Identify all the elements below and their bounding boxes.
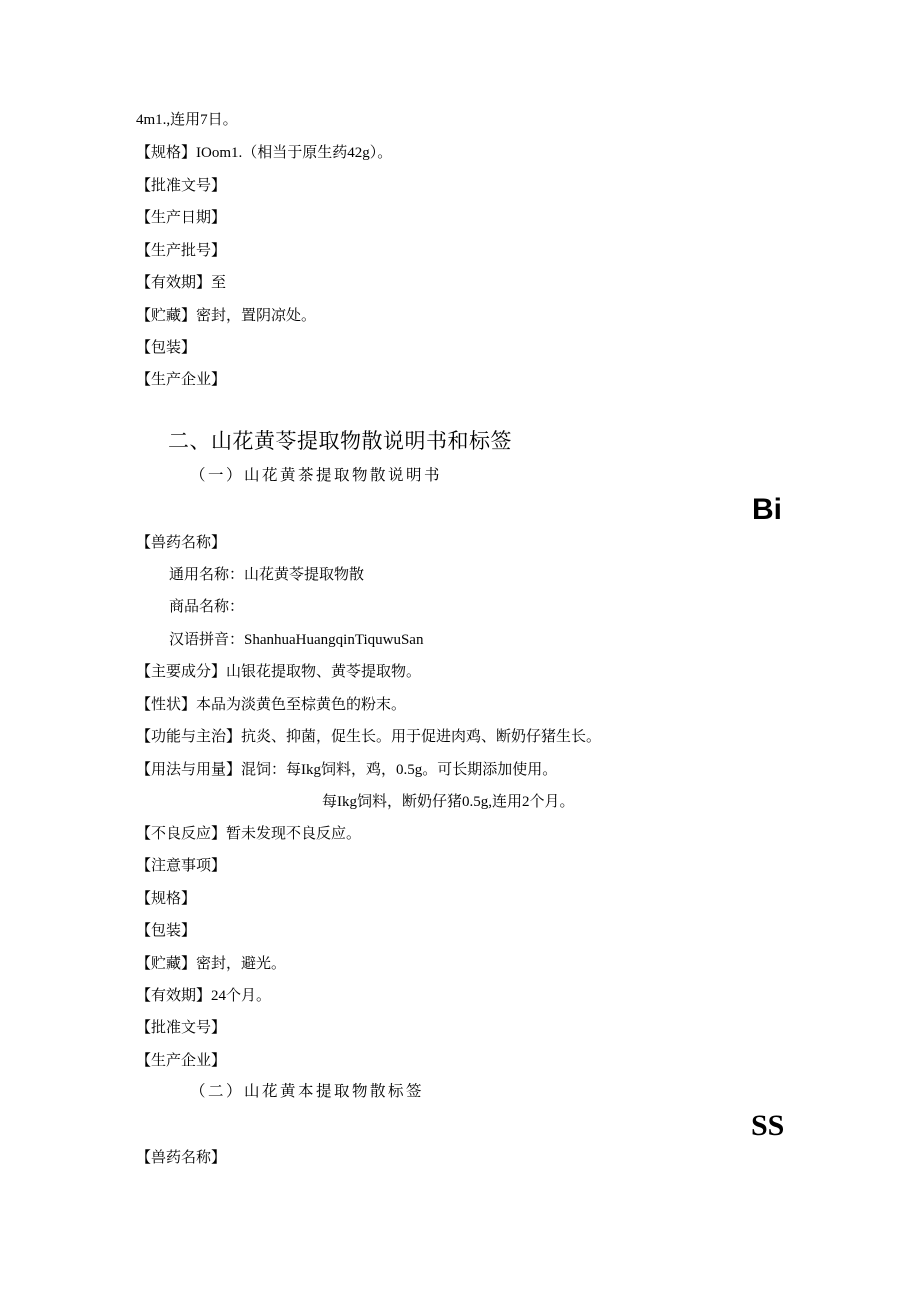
indications-field: 【功能与主治】抗炎、抑菌，促生长。用于促进肉鸡、断奶仔猪生长。	[136, 729, 602, 745]
spec-field-2: 【规格】	[136, 891, 197, 907]
stray-mark-bi: Bi	[752, 493, 782, 526]
vet-drug-name-label: 【兽药名称】	[136, 535, 227, 551]
label-subtitle: （二）山花黄本提取物散标签	[190, 1082, 425, 1100]
expiry-field: 【有效期】至	[136, 275, 227, 291]
manufacturer-field: 【生产企业】	[136, 372, 227, 388]
expiry-field-2: 【有效期】24个月。	[136, 988, 272, 1004]
main-ingredients: 【主要成分】山银花提取物、黄苓提取物。	[136, 664, 422, 680]
package-field: 【包装】	[136, 340, 197, 356]
dosage-continuation: 4m1.,连用7日。	[136, 112, 238, 128]
approval-number-field: 【批准文号】	[136, 178, 227, 194]
trade-name: 商品名称：	[169, 599, 245, 615]
usage-dosage-line-2: 每Ikg饲料，断奶仔猪0.5g,连用2个月。	[322, 794, 575, 810]
storage-field: 【贮藏】密封，置阴凉处。	[136, 308, 317, 324]
storage-field-2: 【贮藏】密封，避光。	[136, 956, 287, 972]
adverse-reactions: 【不良反应】暂未发现不良反应。	[136, 826, 362, 842]
precautions-field: 【注意事项】	[136, 858, 227, 874]
leaflet-subtitle: （一）山花黄茶提取物散说明书	[190, 466, 443, 484]
section-title: 二、山花黄苓提取物散说明书和标签	[168, 429, 512, 453]
batch-number-field: 【生产批号】	[136, 243, 227, 259]
generic-name: 通用名称：山花黄苓提取物散	[169, 567, 365, 583]
production-date-field: 【生产日期】	[136, 210, 227, 226]
label-vet-drug-name: 【兽药名称】	[136, 1150, 227, 1166]
spec-field: 【规格】IOom1.（相当于原生药42g）。	[136, 145, 393, 161]
appearance-field: 【性状】本品为淡黄色至棕黄色的粉末。	[136, 697, 407, 713]
usage-dosage-line-1: 【用法与用量】混饲：每Ikg饲料，鸡，0.5g。可长期添加使用。	[136, 762, 558, 778]
pinyin-name: 汉语拼音：ShanhuaHuangqinTiquwuSan	[169, 632, 424, 648]
package-field-2: 【包装】	[136, 923, 197, 939]
approval-number-field-2: 【批准文号】	[136, 1020, 227, 1036]
stray-mark-ss: SS	[751, 1109, 785, 1142]
manufacturer-field-2: 【生产企业】	[136, 1053, 227, 1069]
